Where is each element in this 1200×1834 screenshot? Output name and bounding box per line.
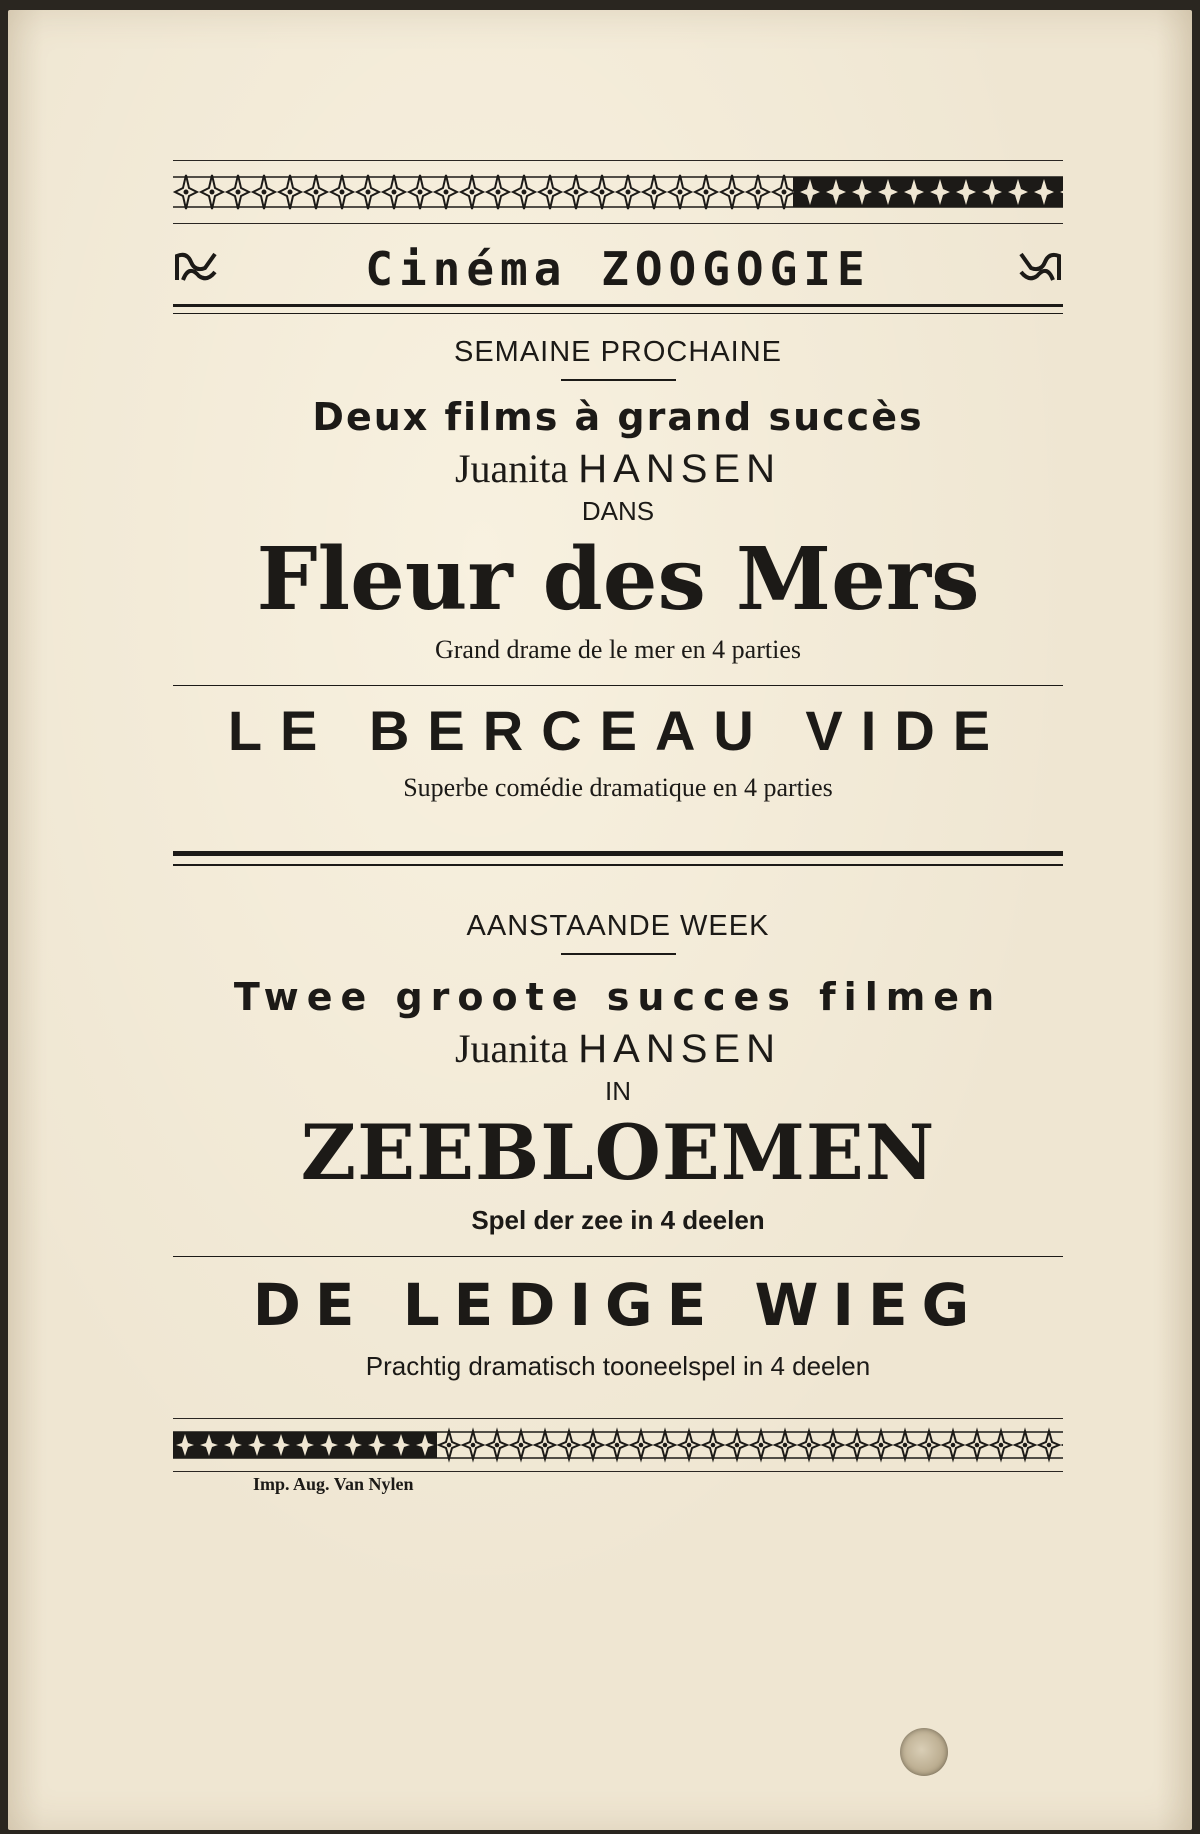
art-nouveau-ornament-icon (1019, 250, 1061, 284)
bottom-ornament-band (173, 1418, 1063, 1472)
short-divider (561, 379, 676, 381)
section-label: SEMAINE PROCHAINE (454, 336, 782, 368)
printer-credit: Imp. Aug. Van Nylen (253, 1474, 414, 1495)
cinema-name: Cinéma ZOOGOGIE (365, 242, 871, 296)
film2-description: Superbe comédie dramatique en 4 parties (403, 773, 833, 803)
top-ornament-band (173, 160, 1063, 224)
section-label: AANSTAANDE WEEK (466, 910, 770, 943)
punch-hole (900, 1728, 948, 1776)
header-divider (173, 304, 1063, 314)
film-divider (173, 685, 1063, 686)
actor-first-name: Juanita (454, 1026, 569, 1072)
ornament-border-icon (173, 1427, 1063, 1463)
actor-last-name: HANSEN (578, 1027, 781, 1072)
film2-description: Prachtig dramatisch tooneelspel in 4 deelen (365, 1351, 871, 1382)
tagline: Twee groote succes filmen (233, 975, 1003, 1020)
connector-word: IN (605, 1076, 631, 1107)
connector-word: DANS (581, 496, 655, 526)
actor-name (173, 1025, 1063, 1072)
french-section (173, 336, 1063, 803)
actor-name (173, 445, 1063, 492)
cinema-header (173, 228, 1063, 304)
program-page (8, 10, 1192, 1830)
ornament-border-icon (173, 171, 1063, 213)
film1-description: Spel der zee in 4 deelen (471, 1205, 765, 1236)
program-content (173, 160, 1063, 1495)
actor-last-name: HANSEN (578, 447, 781, 491)
film1-title: Fleur des Mers (256, 529, 980, 630)
tagline: Deux films à grand succès (312, 395, 924, 439)
dutch-section (173, 910, 1063, 1382)
film1-description: Grand drame de le mer en 4 parties (434, 635, 801, 665)
film2-title: DE LEDIGE WIEG (252, 1271, 984, 1340)
short-divider (561, 953, 676, 955)
film1-title: ZEEBLOEMEN (300, 1108, 936, 1198)
actor-first-name: Juanita (454, 446, 569, 491)
film-divider (173, 1256, 1063, 1257)
film2-title: LE BERCEAU VIDE (227, 699, 1009, 763)
section-divider (173, 851, 1063, 866)
